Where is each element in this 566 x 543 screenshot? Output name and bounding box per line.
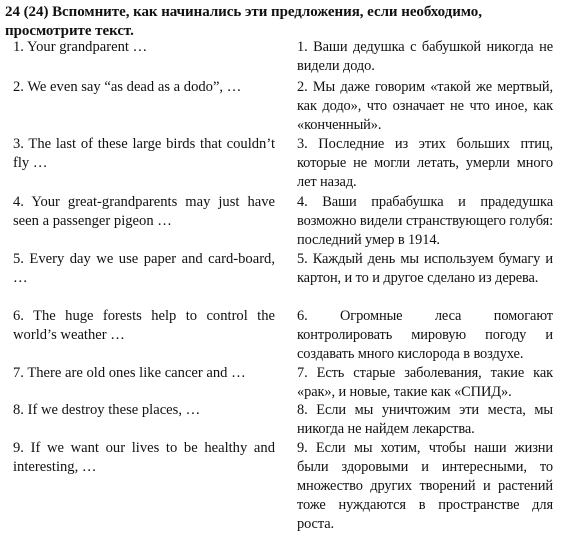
russian-sentence-9: 9. Если мы хотим, чтобы наши жизни были здоровыми и интересными, то множество других творений и растений тоже нуждаются в пространстве для роста. bbox=[297, 440, 553, 532]
russian-sentence-3: 3. Последние из этих больших птиц, которые не могли летать, умерли много лет назад. bbox=[297, 136, 553, 190]
english-sentence-2: 2. We even say “as dead as a dodo”, … bbox=[13, 79, 242, 95]
english-sentence-1: 1. Your grandparent … bbox=[13, 39, 148, 55]
russian-sentence-5: 5. Каждый день мы используем бумагу и картон, и то и другое сделано из дерева. bbox=[297, 251, 553, 286]
exercise-header: 24 (24) Вспомните, как начинались эти предложения, если необходимо, просмотрите текст. bbox=[5, 4, 482, 39]
english-sentence-7: 7. There are old ones like cancer and … bbox=[13, 365, 246, 381]
russian-sentence-4: 4. Ваши прабабушка и прадедушка возможно видели странствующего голубя: последний умер в 1914. bbox=[297, 194, 553, 248]
russian-sentence-7: 7. Есть старые заболевания, такие как «рак», и новые, такие как «СПИД». bbox=[297, 365, 553, 400]
russian-sentence-2: 2. Мы даже говорим «такой же мертвый, как додо», что означает не что иное, как «конченный». bbox=[297, 79, 553, 133]
russian-sentence-8: 8. Если мы уничтожим эти места, мы никогда не найдем лекарства. bbox=[297, 402, 553, 437]
english-sentence-6: 6. The huge forests help to control the world’s weather … bbox=[13, 308, 275, 343]
russian-sentence-1: 1. Ваши дедушка с бабушкой никогда не видели додо. bbox=[297, 39, 553, 74]
english-sentence-5: 5. Every day we use paper and card-board, … bbox=[13, 251, 275, 286]
english-sentence-4: 4. Your great-grandparents may just have seen a passenger pigeon … bbox=[13, 194, 275, 229]
english-sentence-3: 3. The last of these large birds that couldn’t fly … bbox=[13, 136, 275, 171]
english-sentence-9: 9. If we want our lives to be healthy and interesting, … bbox=[13, 440, 275, 475]
english-sentence-8: 8. If we destroy these places, … bbox=[13, 402, 201, 418]
russian-sentence-6: 6. Огромные леса помогают контролировать мировую погоду и создавать много кислорода в воздухе. bbox=[297, 308, 553, 362]
